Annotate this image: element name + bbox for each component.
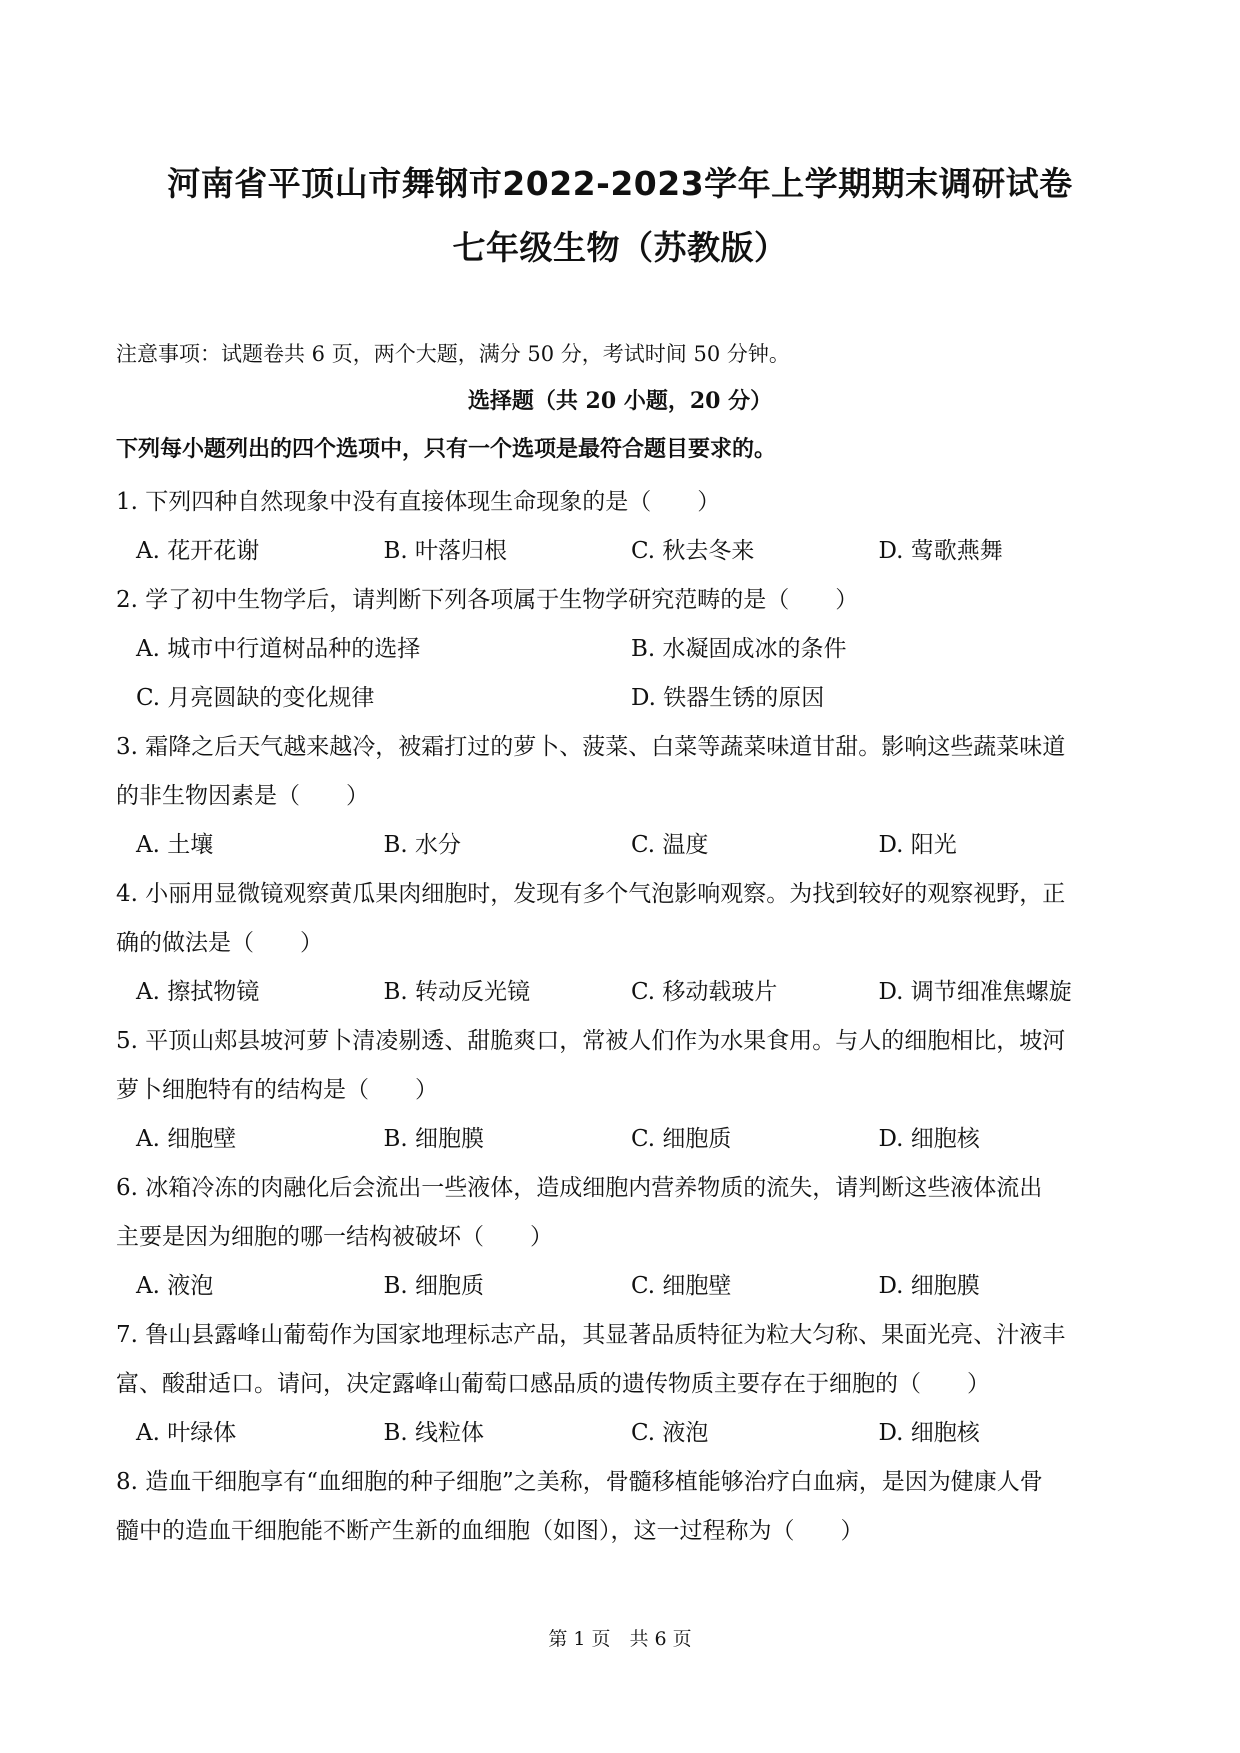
answer-option: D. 细胞膜 xyxy=(878,1273,980,1299)
question-stem-line: 1. 下列四种自然现象中没有直接体现生命现象的是（ ） xyxy=(116,489,721,515)
question-stem-line: 确的做法是（ ） xyxy=(116,930,323,956)
question-stem-line: 4. 小丽用显微镜观察黄瓜果肉细胞时，发现有多个气泡影响观察。为找到较好的观察视野，正 xyxy=(116,881,1066,907)
question-stem-line: 富、酸甜适口。请问，决定露峰山葡萄口感品质的遗传物质主要存在于细胞的（ ） xyxy=(116,1371,990,1397)
answer-option: A. 土壤 xyxy=(136,832,214,858)
answer-option: D. 细胞核 xyxy=(878,1420,980,1446)
options-row xyxy=(116,968,1126,1017)
question-stem-line: 的非生物因素是（ ） xyxy=(116,783,369,809)
answer-option: B. 转动反光镜 xyxy=(383,979,531,1005)
answer-option: B. 叶落归根 xyxy=(383,538,508,564)
question-item xyxy=(116,1458,1126,1556)
question-stem-line: 8. 造血干细胞享有“血细胞的种子细胞”之美称，骨髓移植能够治疗白血病，是因为健康人骨 xyxy=(116,1469,1043,1495)
answer-option: A. 擦拭物镜 xyxy=(136,979,260,1005)
question-item xyxy=(116,478,1126,576)
answer-option: B. 线粒体 xyxy=(383,1420,485,1446)
question-item xyxy=(116,723,1126,870)
answer-option: D. 铁器生锈的原因 xyxy=(631,685,825,711)
question-stem-line: 3. 霜降之后天气越来越冷，被霜打过的萝卜、菠菜、白菜等蔬菜味道甘甜。影响这些蔬菜味道 xyxy=(116,734,1066,760)
section-instructions: 下列每小题列出的四个选项中，只有一个选项是最符合题目要求的。 xyxy=(116,436,777,462)
section-header: 选择题（共 20 小题，20 分） xyxy=(467,388,773,414)
answer-option: A. 液泡 xyxy=(136,1273,214,1299)
question-stem-line: 6. 冰箱冷冻的肉融化后会流出一些液体，造成细胞内营养物质的流失，请判断这些液体流出 xyxy=(116,1175,1043,1201)
answer-option: B. 水凝固成冰的条件 xyxy=(631,636,847,662)
question-stem-line: 5. 平顶山郏县坡河萝卜清凌剔透、甜脆爽口，常被人们作为水果食用。与人的细胞相比，坡河 xyxy=(116,1028,1066,1054)
question-item xyxy=(116,1017,1126,1164)
options-row xyxy=(116,1115,1126,1164)
answer-option: A. 细胞壁 xyxy=(136,1126,237,1152)
options-row xyxy=(116,527,1126,576)
options-row xyxy=(116,1409,1126,1458)
page-footer: 第 1 页 共 6 页 xyxy=(548,1628,692,1650)
exam-title: 河南省平顶山市舞钢市2022-2023学年上学期期末调研试卷 xyxy=(167,164,1073,203)
question-stem-line: 主要是因为细胞的哪一结构被破坏（ ） xyxy=(116,1224,553,1250)
options-row xyxy=(116,1262,1126,1311)
answer-option: D. 莺歌燕舞 xyxy=(878,538,1003,564)
question-list xyxy=(116,478,1126,1556)
answer-option: A. 叶绿体 xyxy=(136,1420,237,1446)
answer-option: B. 细胞膜 xyxy=(383,1126,485,1152)
answer-option: A. 花开花谢 xyxy=(136,538,260,564)
answer-option: C. 秋去冬来 xyxy=(631,538,755,564)
question-stem-line: 髓中的造血干细胞能不断产生新的血细胞（如图），这一过程称为（ ） xyxy=(116,1518,864,1544)
question-item xyxy=(116,870,1126,1017)
answer-option: B. 细胞质 xyxy=(383,1273,485,1299)
answer-option: D. 调节细准焦螺旋 xyxy=(878,979,1072,1005)
options-row xyxy=(116,821,1126,870)
exam-subtitle: 七年级生物（苏教版） xyxy=(452,228,788,267)
answer-option: B. 水分 xyxy=(383,832,462,858)
question-item xyxy=(116,1164,1126,1311)
answer-option: D. 细胞核 xyxy=(878,1126,980,1152)
answer-option: D. 阳光 xyxy=(878,832,957,858)
question-stem-line: 萝卜细胞特有的结构是（ ） xyxy=(116,1077,438,1103)
question-item xyxy=(116,576,1126,723)
question-stem-line: 7. 鲁山县露峰山葡萄作为国家地理标志产品，其显著品质特征为粒大匀称、果面光亮、汁液丰 xyxy=(116,1322,1066,1348)
exam-notice: 注意事项：试题卷共 6 页，两个大题，满分 50 分，考试时间 50 分钟。 xyxy=(116,342,790,366)
answer-option: C. 液泡 xyxy=(631,1420,709,1446)
answer-option: C. 移动载玻片 xyxy=(631,979,778,1005)
answer-option: A. 城市中行道树品种的选择 xyxy=(136,636,421,662)
question-item xyxy=(116,1311,1126,1458)
answer-option: C. 温度 xyxy=(631,832,709,858)
options-row xyxy=(116,625,1126,674)
answer-option: C. 细胞质 xyxy=(631,1126,732,1152)
question-stem-line: 2. 学了初中生物学后，请判断下列各项属于生物学研究范畴的是（ ） xyxy=(116,587,859,613)
answer-option: C. 细胞壁 xyxy=(631,1273,732,1299)
answer-option: C. 月亮圆缺的变化规律 xyxy=(136,685,375,711)
options-row xyxy=(116,674,1126,723)
